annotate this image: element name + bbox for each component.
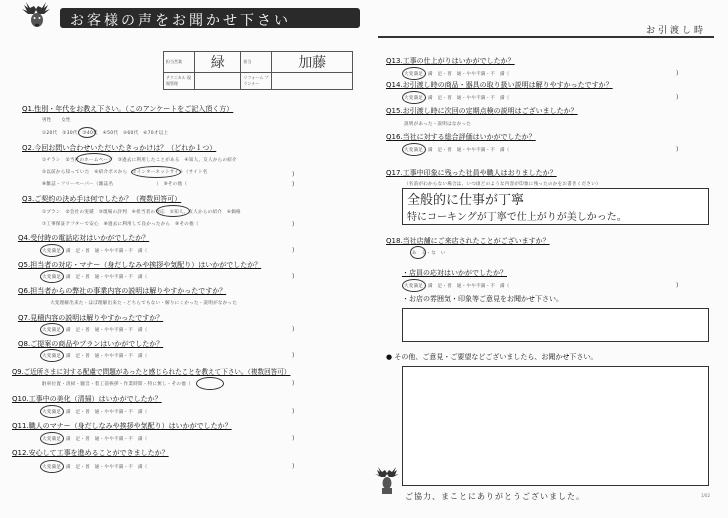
options-q1-age[interactable]: ①20代 ②30代 ③40代 ④50代 ⑤60代 ⑥70才以上: [42, 131, 169, 136]
question-q3: Q3.ご契約の決め手は何でしたか？（複数回答可）: [22, 195, 182, 203]
answer-circle-mark: [40, 460, 64, 473]
paren-close: ): [292, 247, 295, 254]
question-q12: Q12.安心して工事を進めることができましたか？: [12, 449, 169, 457]
staff-label-technical: テクニカル 現場管理: [164, 73, 195, 90]
question-q2: Q2.今回お問い合わせいただいたきっかけは？（どれか１つ）: [22, 144, 217, 152]
answer-circle-mark: [410, 246, 426, 259]
paren-close: ): [676, 146, 679, 153]
options-q16[interactable]: 大変満足・満 足・普 通・やや不満・不 満（: [404, 148, 510, 153]
staff-value-planner[interactable]: [272, 73, 353, 90]
options-q4[interactable]: 大変満足・満 足・普 通・やや不満・不 満（: [42, 249, 148, 254]
question-q6: Q6.担当者からの弊社の事業内容の説明は解りやすかったですか？: [18, 287, 227, 295]
options-q11[interactable]: 大変満足・満 足・普 通・やや不満・不 満（: [42, 437, 148, 442]
options-q9[interactable]: 駐車位置・清掃・騒音・着工前挨拶・作業時間・特に無し・その他（: [42, 382, 191, 387]
staff-table: [163, 51, 353, 90]
paren-close: ): [292, 326, 295, 333]
paren-close: ): [292, 221, 295, 228]
header-banner: [60, 8, 360, 28]
options-q6[interactable]: 大変理解出来た・ほぼ理解出来た・どちらでもない・解りにくかった・説明がなかった: [50, 301, 238, 306]
question-q11: Q11.職人のマナー（身だしなみや挨拶や気配り）はいかがでしたか？: [12, 422, 232, 430]
question-q18: Q18.当社店舗にご来店されたことがございますか？: [386, 237, 550, 245]
staff-label-planner: リフォーム プランナー: [241, 73, 272, 90]
options-q13[interactable]: 大変満足・満 足・普 通・やや不満・不 満（: [404, 72, 510, 77]
question-q8: Q8.ご提案の商品やプランはいかがでしたか？: [18, 340, 164, 348]
options-q14[interactable]: 大変満足・満 足・普 通・やや不満・不 満（: [404, 96, 510, 101]
options-q2-row1[interactable]: ①チラシ ②当社のホームページ ③過去に利用したことがある ④知人、友人からの紹介: [42, 158, 237, 163]
deer-logo-icon: [16, 0, 58, 34]
answer-circle-mark: [402, 91, 426, 104]
answer-circle-mark: [40, 244, 64, 257]
options-q12[interactable]: 大変満足・満 足・普 通・やや不満・不 満（: [42, 465, 148, 470]
staff-label-person: 担当: [241, 52, 272, 73]
answer-circle-mark: [196, 377, 224, 390]
answer-circle-mark: [402, 67, 426, 80]
paren-close: ): [292, 181, 295, 188]
page-number: 1/02: [701, 493, 710, 498]
paren-close: ): [292, 171, 295, 178]
options-q2-row2[interactable]: ⑤以前から知っていた ⑥紹介ポスから ⑦インターネットサイト（サイト名: [42, 170, 208, 175]
question-store-service: ・店員の応対はいかがでしたか？: [402, 269, 507, 277]
question-q1: Q1.性別・年代をお教え下さい。（このアンケートをご記入頂く方）: [22, 105, 234, 113]
staff-value-technical[interactable]: [195, 73, 241, 90]
paren-close: ): [676, 70, 679, 77]
paren-close: ): [676, 282, 679, 289]
answer-circle-mark: [402, 279, 426, 292]
question-q14: Q14.お引渡し時の商品・器具の取り扱い説明は解りやすかったですか？: [386, 81, 613, 89]
paren-close: ): [292, 463, 295, 470]
paren-close: ): [292, 435, 295, 442]
question-q5: Q5.担当者の対応・マナー（身だしなみや挨拶や気配り）はいかがでしたか？: [18, 261, 262, 269]
handover-title: お引渡し時: [645, 26, 706, 36]
options-q7[interactable]: 大変満足・満 足・普 通・やや不満・不 満（: [42, 328, 148, 333]
options-q1-gender[interactable]: 男性 女性: [42, 118, 71, 123]
staff-value-person[interactable]: 加藤: [272, 52, 353, 73]
comments-box[interactable]: [402, 366, 709, 486]
header-divider: [378, 36, 714, 38]
paren-close: ): [292, 380, 295, 387]
comments-label: ● その他、ご意見・ご要望などございましたら、お聞かせ下さい。: [386, 353, 598, 361]
question-store-atmosphere: ・お店の雰囲気・印象等ご意見をお聞かせ下さい。: [402, 295, 563, 303]
handwriting-line-1: 全般的に仕事が丁寧: [407, 193, 525, 208]
options-q3-row1[interactable]: ①プラン ②会社の実績 ③現場の評判 ④担当者の対応 ⑤知人、友人からの紹介 ⑥価格: [42, 210, 241, 215]
options-q8[interactable]: 大変満足・満 足・普 通・やや不満・不 満（: [42, 354, 148, 359]
answer-circle-mark: [131, 166, 181, 178]
answer-circle-mark: [402, 143, 426, 156]
staff-value-sales[interactable]: 緑: [195, 52, 241, 73]
hint-q17: （名前がわからない場合は、いつ頃どのような内容が印象に残ったのかをお書きください）: [404, 182, 601, 187]
deer-footer-icon: [372, 466, 402, 494]
answer-circle-mark: [40, 323, 64, 336]
paren-close: ): [292, 352, 295, 359]
question-q17: Q17.工事中印象に残った社員や職人はおりましたか？: [386, 169, 557, 177]
options-q5[interactable]: 大変満足・満 足・普 通・やや不満・不 満（: [42, 275, 148, 280]
answer-circle-mark: [156, 205, 190, 217]
question-q10: Q10.工事中の美化（清掃）はいかがでしたか？: [12, 395, 162, 403]
paren-close: ): [292, 273, 295, 280]
q17-answer-box[interactable]: [402, 188, 709, 225]
question-q15: Q15.お引渡し時に次回の定期点検の説明はございましたか？: [386, 107, 578, 115]
answer-circle-mark: [40, 349, 64, 362]
options-q3-row2[interactable]: ⑦工事保証アフターで安心 ⑧過去に利用して良かったから ⑨その他（: [42, 222, 199, 227]
question-q13: Q13.工事の仕上がりはいかがでしたか？: [386, 57, 515, 65]
staff-label-sales: 担当営業: [164, 52, 195, 73]
paren-close: ): [676, 94, 679, 101]
question-q9: Q9.ご近所さまに対する配慮で問題があったと感じられたことを教えて下さい。（複数回答可）: [12, 368, 291, 376]
options-store-service[interactable]: 大変満足・満 足・普 通・やや不満・不 満（: [404, 284, 510, 289]
answer-circle-mark: [40, 405, 64, 418]
handwriting-line-2: 特にコーキングが丁寧で仕上がりが美しかった。: [407, 212, 627, 223]
thanks-message: ご協力、まことにありがとうございました。: [405, 492, 585, 501]
question-q16: Q16.当社に対する総合評価はいかがでしたか？: [386, 133, 536, 141]
paren-close: ): [292, 408, 295, 415]
answer-circle-mark: [78, 127, 96, 138]
options-q15[interactable]: 説明があった・説明はなかった: [404, 122, 472, 127]
options-q18[interactable]: あ る・な い: [412, 251, 446, 256]
answer-circle-mark: [40, 270, 64, 283]
answer-circle-mark: [76, 153, 112, 165]
options-q10[interactable]: 大変満足・満 足・普 通・やや不満・不 満（: [42, 410, 148, 415]
question-q4: Q4.受付時の電話応対はいかがでしたか？: [18, 234, 150, 242]
options-q2-row3[interactable]: ⑧雑誌・フリーペーパー（雑誌名 ） ⑨その他（: [42, 182, 188, 187]
store-atmosphere-box[interactable]: [402, 308, 709, 342]
answer-circle-mark: [40, 432, 64, 445]
page-title: お客様の声をお聞かせ下さい: [70, 13, 291, 29]
question-q7: Q7.見積内容の説明は解りやすかったですか？: [18, 314, 164, 322]
